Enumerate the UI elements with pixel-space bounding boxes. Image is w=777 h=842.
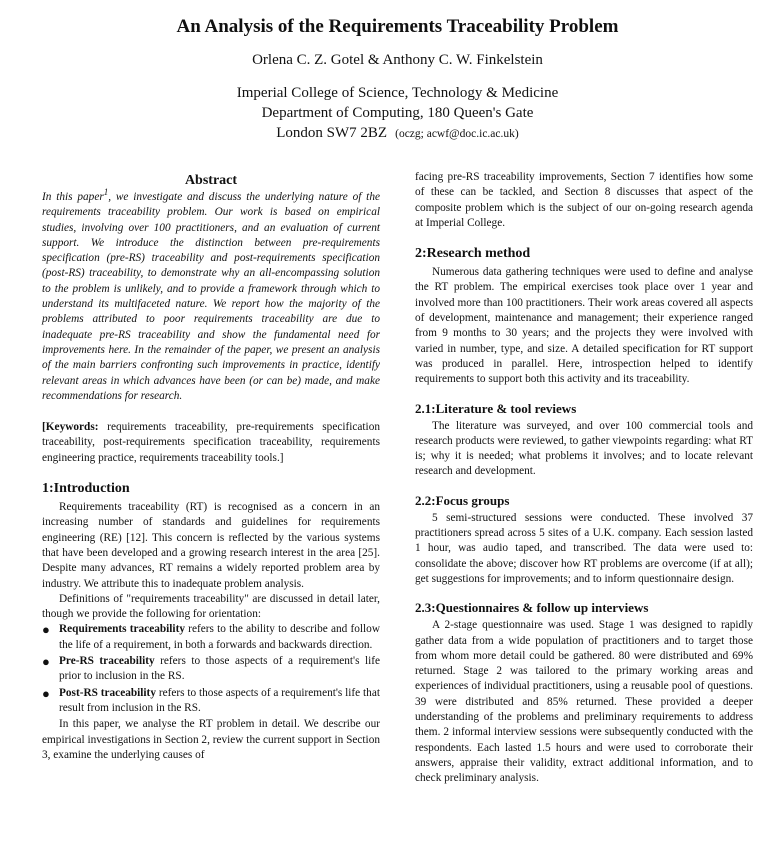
- subsection-heading-literature: 2.1:Literature & tool reviews: [415, 400, 577, 416]
- subsection-heading-questionnaires: 2.3:Questionnaires & follow up interviews: [415, 600, 649, 616]
- keywords-text: requirements traceability, pre-requirements specification traceability, post-requirements specification traceability, requirements engineering practice, requirements traceability tools.]: [42, 421, 380, 464]
- definitions-list: [42, 622, 380, 716]
- right-column: [415, 170, 753, 787]
- intro-paragraph-1: Requirements traceability (RT) is recognised as a concern in an increasing number of standards and guidelines for requirements engineering (RE) [12]. This concern is reflected by the various systems that have been developed and a growing research interest in the area [25]. Despite many advances, RT remains a widely reported problem area by industry. We attribute this to inadequate problem analysis.: [42, 501, 380, 590]
- abstract-lead: In this paper: [42, 191, 104, 203]
- keywords-label: [Keywords:: [42, 421, 99, 434]
- definition-text: refers to the ability to describe and follow the life of a requirement, in both a forwards and backwards direction.: [59, 623, 380, 651]
- subsection-heading-focus-groups: 2.2:Focus groups: [415, 492, 510, 508]
- bullet-icon: ●: [42, 654, 50, 670]
- left-column: [42, 170, 380, 787]
- definition-text: refers to those aspects of a requirement's life that result from inclusion in the RS.: [59, 686, 380, 714]
- affiliation-address: [42, 123, 753, 144]
- definition-item: [42, 622, 380, 653]
- intro-paragraph-3: In this paper, we analyse the RT problem in detail. We describe our empirical investigations in Section 2, review the current support in Section 3, examine the underlying causes of: [42, 718, 380, 761]
- paper-title: An Analysis of the Requirements Traceability Problem: [176, 16, 619, 37]
- section-heading-research-method: 2:Research method: [415, 246, 531, 262]
- abstract-body: , we investigate and discuss the underlying nature of the requirements traceability problem. Our work is based on empirical studies, involving over 100 practitioners, and an evaluation of current support. We introduce the distinction between pre-requirements specification (pre-RS) traceability and post-requirements specification (post-RS) traceability, to demonstrate why an all-encompassing solution to the problem is unlikely, and to provide a framework through which to understand its multifaceted nature. We report how the majority of the problems attributed to poor requirements traceability are due to inadequate pre-RS traceability and show the fundamental need for improvements here. In the remainder of the paper, we present an analysis of the main barriers confronting such improvements in practice, identify relevant areas in which advances have been (or can be) made, and make recommendations for research.: [42, 191, 380, 402]
- research-method-paragraph: Numerous data gathering techniques were used to define and analyse the RT problem. The empirical exercises took place over 1 year and involved more than 100 practitioners. Their work areas covered all aspects of development, maintenance and management; their experience ranged from 9 months to 30 years; and the projects they were involved with varied in number, type, and size. A detailed specification for RT support was produced in parallel. Here, introspection helped to identify requirements to support both this activity and its traceability.: [415, 266, 753, 386]
- section-heading-introduction: 1:Introduction: [42, 481, 130, 497]
- definition-term: Post-RS traceability: [59, 686, 156, 699]
- affiliation-department: Department of Computing, 180 Queen's Gate: [261, 105, 534, 121]
- affiliation-city: London SW7 2BZ: [276, 125, 388, 141]
- affiliation: [42, 83, 753, 144]
- intro-paragraph-2: Definitions of "requirements traceability" are discussed in detail later, though we provide the following for orientation:: [42, 592, 380, 621]
- bullet-icon: ●: [42, 622, 50, 638]
- two-column-body: [42, 170, 753, 787]
- definition-term: Requirements traceability: [59, 623, 185, 636]
- affiliation-institution: Imperial College of Science, Technology & Medicine: [236, 85, 559, 101]
- focus-groups-paragraph: 5 semi-structured sessions were conducted. These involved 37 practitioners spread across 5 sites of a U.K. company. Each session lasted 1 hour, was audio taped, and transcribed. The data were used to: consolidate the above; discover how RT problems are overcome (if at all); get suggestions for improvements; and to inform questionnaire design.: [415, 511, 753, 585]
- bullet-icon: ●: [42, 685, 50, 701]
- abstract-heading: Abstract: [184, 173, 238, 188]
- footnote-marker: 1: [103, 187, 109, 198]
- intro-continuation: facing pre-RS traceability improvements, Section 7 identifies how some of these can be tackled, and Section 8 discusses that aspect of the composite problem which is the subject of our on-going research agenda at Imperial College.: [415, 171, 753, 229]
- definition-item: [42, 686, 380, 717]
- abstract-text: [42, 187, 380, 404]
- literature-paragraph: The literature was surveyed, and over 100 commercial tools and research products were reviewed, to gather viewpoints regarding: what RT is; why it is needed; what problems it involves; and to locate relevant research and development.: [415, 419, 753, 478]
- definition-text: refers to those aspects of a requirement's life prior to inclusion in the RS.: [59, 655, 381, 683]
- authors: Orlena C. Z. Gotel & Anthony C. W. Finkelstein: [252, 52, 543, 68]
- definition-term: Pre-RS traceability: [59, 655, 155, 668]
- definition-item: [42, 654, 380, 685]
- author-emails: (oczg; acwf@doc.ic.ac.uk): [395, 128, 519, 140]
- keywords-block: [42, 420, 380, 466]
- questionnaires-paragraph: A 2-stage questionnaire was used. Stage 1 was designed to rapidly gather data from a wide population of practitioners and to target those from whom more detail could be gathered. 80 were distributed and 69% returned. Stage 2 was tailored to the primary working areas and experiences of individual practitioners, using a reusable pool of questions. 39 were distributed and 85% returned. These provided a deeper understanding of the problems and preliminary requirements to address them. 2 informal interview sessions were subsequently conducted with the respondents. Each lasted 1.5 hours and were used to corroborate their answers, appraise their validity, extract additional information, and to check preliminary analysis.: [415, 619, 753, 785]
